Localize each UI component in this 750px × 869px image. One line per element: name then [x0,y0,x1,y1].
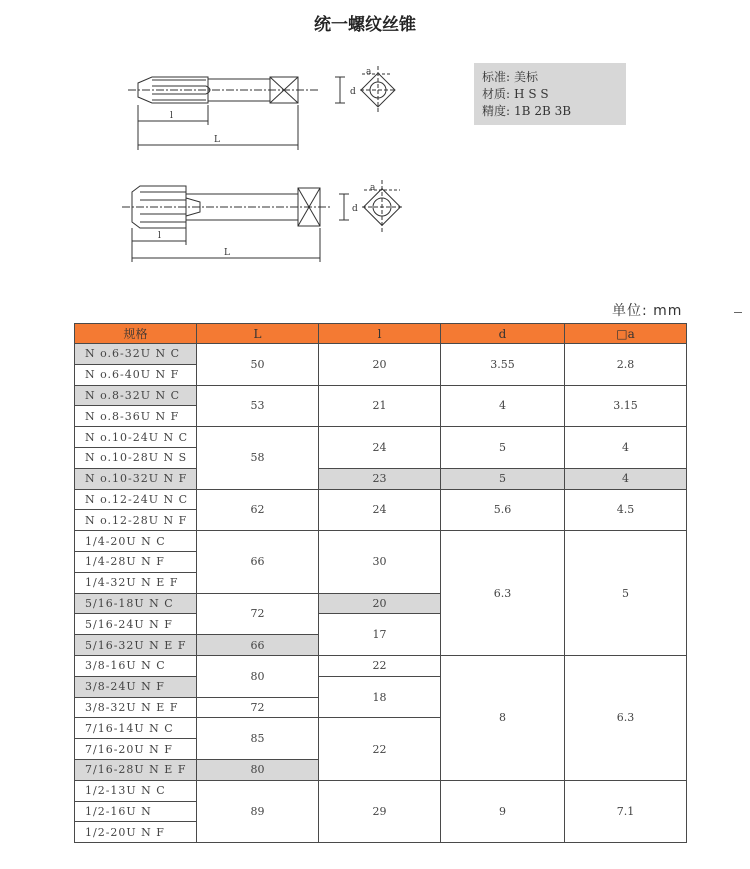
spec-cell: 3/8-16U N C [75,655,197,676]
thread-length-cell: 24 [319,489,441,531]
square-cell: 3.15 [565,385,687,427]
spec-cell: 7/16-28U N E F [75,759,197,780]
length-cell: 66 [197,531,319,593]
header-length: L [197,324,319,344]
thread-length-cell: 22 [319,655,441,676]
square-cell: 4 [565,468,687,489]
length-cell: 66 [197,635,319,656]
spec-cell: 5/16-24U N F [75,614,197,635]
square-label: a [366,67,372,77]
spec-cell: N o.10-24U N C [75,427,197,448]
diameter-label-2: d [352,204,358,214]
length-cell: 85 [197,718,319,760]
table-header-row [75,324,687,344]
thread-length-cell: 21 [319,385,441,427]
diameter-label: d [350,87,356,97]
square-label-2: a [370,183,376,193]
spec-cell: N o.12-24U N C [75,489,197,510]
spec-cell: 1/4-32U N E F [75,572,197,593]
spec-cell: 1/4-20U N C [75,531,197,552]
length-cell: 80 [197,759,319,780]
spec-cell: N o.12-28U N F [75,510,197,531]
spec-cell: N o.6-40U N F [75,364,197,385]
square-cell: 5 [565,531,687,656]
thread-length-cell: 20 [319,344,441,386]
thread-length-cell: 18 [319,676,441,718]
spec-cell: 3/8-24U N F [75,676,197,697]
square-cell: 2.8 [565,344,687,386]
length-cell: 53 [197,385,319,427]
thread-length-cell: 29 [319,780,441,842]
unit-label: 单位: mm [612,303,683,319]
square-cell: 4 [565,427,687,469]
header-square: □a [565,324,687,344]
spec-cell: 1/2-20U N F [75,822,197,843]
spec-cell: N o.8-36U N F [75,406,197,427]
thread-length-cell: 23 [319,468,441,489]
spec-cell: N o.10-32U N F [75,468,197,489]
diameter-cell: 4 [441,385,565,427]
table-row [75,489,687,510]
thread-length-label: l [170,111,173,121]
spec-cell: 1/4-28U N F [75,551,197,572]
length-cell: 62 [197,489,319,531]
header-thread-length: l [319,324,441,344]
spec-cell: 7/16-14U N C [75,718,197,739]
standard-value: 美标 [514,70,539,84]
spec-cell: N o.10-28U N S [75,447,197,468]
length-cell: 58 [197,427,319,489]
square-cell: 6.3 [565,655,687,780]
table-row [75,344,687,365]
table-row [75,780,687,801]
table-row [75,531,687,552]
diameter-cell: 3.55 [441,344,565,386]
diameter-cell: 5 [441,427,565,469]
tap-technical-drawing [0,0,750,300]
header-spec: 规格 [75,324,197,344]
table-row [75,468,687,489]
diameter-cell: 6.3 [441,531,565,656]
precision-label: 精度: [482,104,511,118]
thread-length-cell: 24 [319,427,441,469]
spec-cell: N o.8-32U N C [75,385,197,406]
header-diameter: d [441,324,565,344]
material-spec-box [474,63,626,125]
thread-length-cell: 20 [319,593,441,614]
length-cell: 50 [197,344,319,386]
spec-cell: 1/2-13U N C [75,780,197,801]
spec-cell: 5/16-32U N E F [75,635,197,656]
diameter-cell: 5.6 [441,489,565,531]
thread-length-label-2: l [158,231,161,241]
length-cell: 72 [197,697,319,718]
spec-cell: 7/16-20U N F [75,739,197,760]
diameter-cell: 5 [441,468,565,489]
total-length-label-2: L [224,248,230,258]
table-row [75,385,687,406]
length-cell: 89 [197,780,319,842]
table-row [75,427,687,448]
spec-cell: 1/2-16U N [75,801,197,822]
spec-cell: N o.6-32U N C [75,344,197,365]
precision-value: 1B 2B 3B [514,104,572,118]
diameter-cell: 8 [441,655,565,780]
thread-length-cell: 22 [319,718,441,780]
spec-cell: 5/16-18U N C [75,593,197,614]
standard-label: 标准: [482,70,511,84]
spec-table [74,323,687,843]
spec-cell: 3/8-32U N E F [75,697,197,718]
table-row [75,655,687,676]
length-cell: 80 [197,655,319,697]
thread-length-cell: 17 [319,614,441,656]
square-cell: 4.5 [565,489,687,531]
thread-length-cell: 30 [319,531,441,593]
page-edge-mark [734,312,742,313]
square-cell: 7.1 [565,780,687,842]
length-cell: 72 [197,593,319,635]
material-label: 材质: [482,87,511,101]
diameter-cell: 9 [441,780,565,842]
page-title: 统一螺纹丝锥 [314,15,416,35]
total-length-label: L [214,135,220,145]
material-value: H S S [514,87,549,101]
